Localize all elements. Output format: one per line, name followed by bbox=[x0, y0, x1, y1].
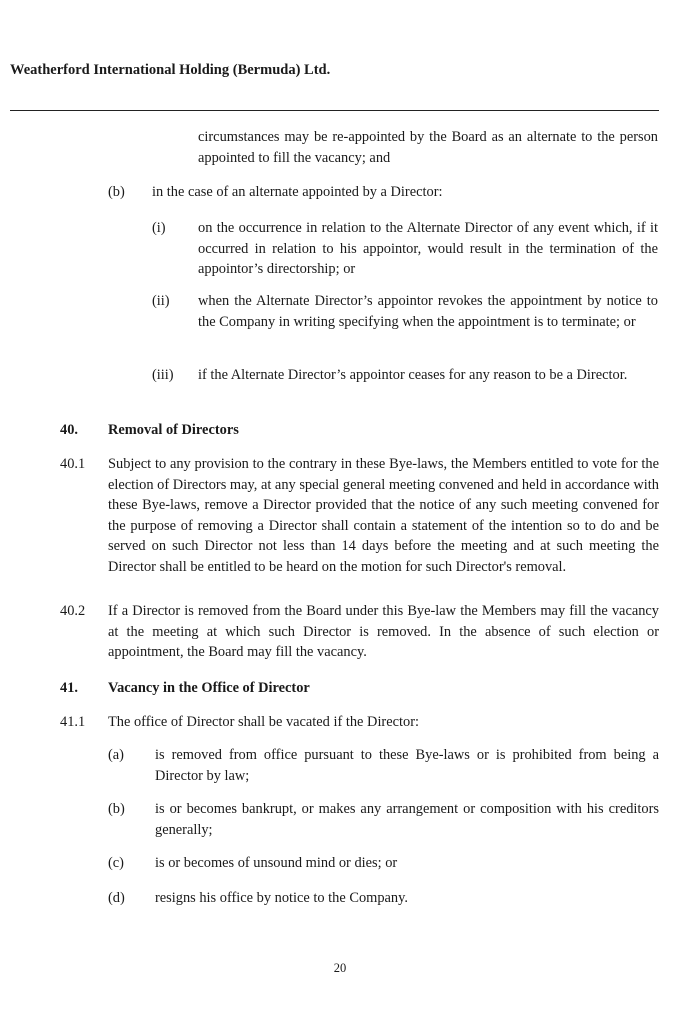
subitem-i-text: on the occurrence in relation to the Alternate Director of any event which, if it occurred in relation to his appointor, would result in the termination of the appointor’s directorship; or bbox=[198, 220, 658, 277]
subitem-iii-text: if the Alternate Director’s appointor ceases for any reason to be a Director. bbox=[198, 367, 628, 383]
clause-41-1-number: 41.1 bbox=[60, 714, 86, 730]
subitem-iii-label: (iii) bbox=[152, 367, 174, 383]
header-rule bbox=[10, 110, 659, 111]
item-41-a-text: is removed from office pursuant to these Bye-laws or is prohibited from being a Director by law; bbox=[155, 747, 659, 784]
subitem-ii-text: when the Alternate Director’s appointor revokes the appointment by notice to the Company in writing specifying when the appointment is to terminate; or bbox=[198, 293, 658, 330]
document-header: Weatherford International Holding (Bermuda) Ltd. bbox=[10, 62, 331, 78]
item-41-d-text: resigns his office by notice to the Company. bbox=[155, 890, 408, 906]
item-41-c-label: (c) bbox=[108, 855, 124, 871]
clause-41-1-text: The office of Director shall be vacated if the Director: bbox=[108, 714, 419, 730]
continuation-paragraph: circumstances may be re-appointed by the Board as an alternate to the person appointed to fill the vacancy; and bbox=[198, 129, 658, 166]
subitem-i-label: (i) bbox=[152, 220, 166, 236]
item-41-b-label: (b) bbox=[108, 801, 125, 817]
section-41-number: 41. bbox=[60, 680, 78, 696]
item-b-text: in the case of an alternate appointed by a Director: bbox=[152, 184, 443, 200]
item-41-c-text: is or becomes of unsound mind or dies; or bbox=[155, 855, 398, 871]
section-40-title: Removal of Directors bbox=[108, 422, 239, 438]
clause-40-2-number: 40.2 bbox=[60, 603, 86, 619]
clause-40-2-text: If a Director is removed from the Board under this Bye-law the Members may fill the vacancy at the meeting at which such Director is removed. In the absence of such election or appointment, the Board may fill the vacancy. bbox=[108, 603, 659, 660]
item-41-b-text: is or becomes bankrupt, or makes any arrangement or composition with his creditors generally; bbox=[155, 801, 659, 838]
clause-40-1-number: 40.1 bbox=[60, 456, 86, 472]
subitem-ii-label: (ii) bbox=[152, 293, 170, 309]
item-41-d-label: (d) bbox=[108, 890, 125, 906]
item-b-label: (b) bbox=[108, 184, 125, 200]
section-40-number: 40. bbox=[60, 422, 78, 438]
clause-40-1-text: Subject to any provision to the contrary in these Bye-laws, the Members entitled to vote for the election of Directors may, at any special general meeting convened and held in accordance with these Bye-laws, remove a Director provided that the notice of any such meeting convened for the purpose of removing a Director shall contain a statement of the intention so to do and be served on such Director not less than 14 days before the meeting and at such meeting the Director shall be entitled to be heard on the motion for such Director's removal. bbox=[108, 456, 659, 575]
item-41-a-label: (a) bbox=[108, 747, 124, 763]
page-number: 20 bbox=[333, 961, 347, 975]
section-41-title: Vacancy in the Office of Director bbox=[108, 680, 310, 696]
